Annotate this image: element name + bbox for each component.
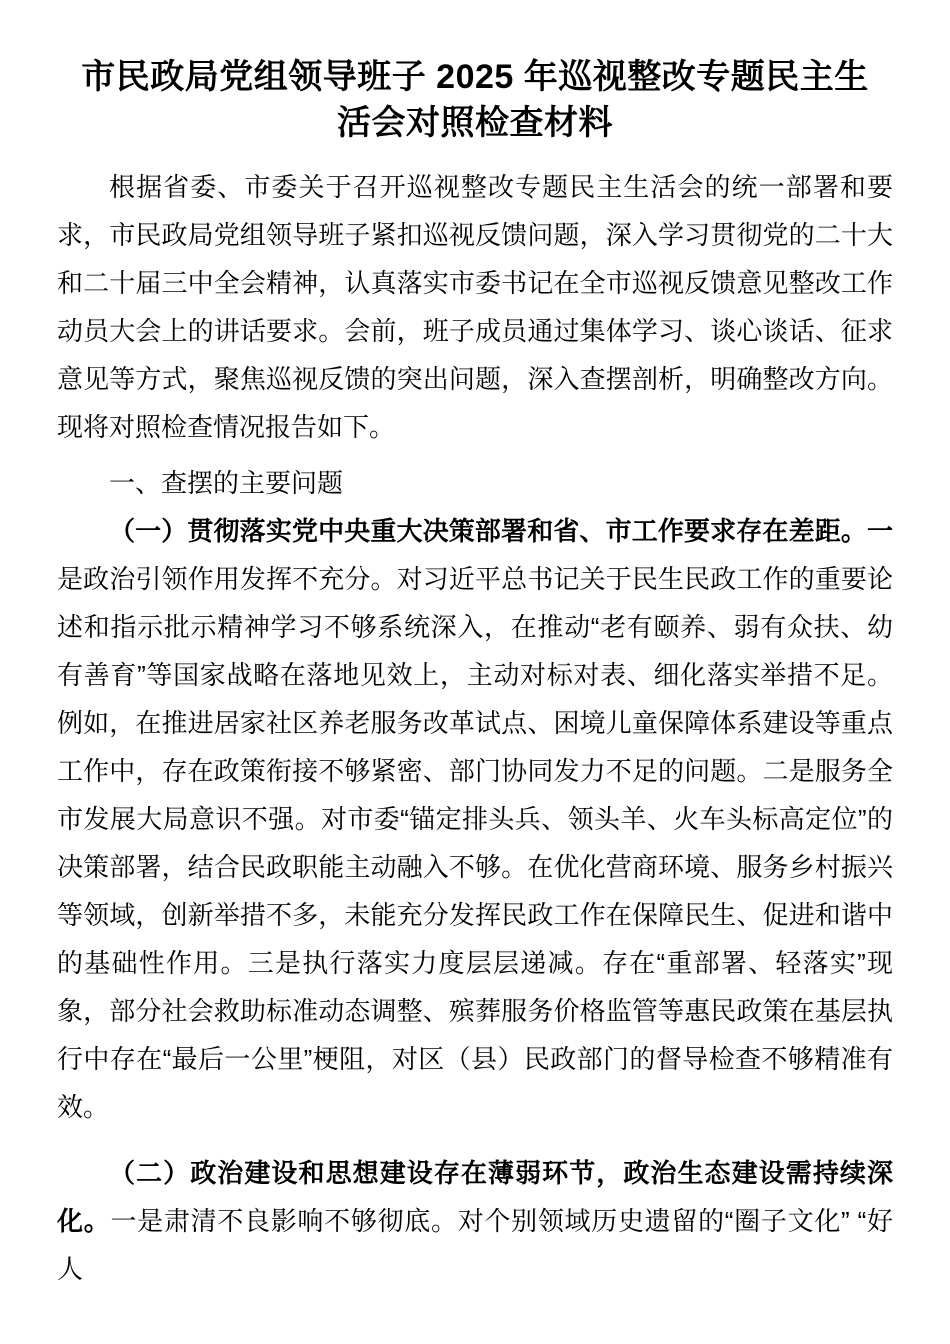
section-1-item-1-body: 是政治引领作用发挥不充分。对习近平总书记关于民生民政工作的重要论述和指示批示精神学习不够系统深入，在推动“老有颐养、弱有众扶、幼有善育”等国家战略在落地见效上，主动对标对表、细化落实举措不足。例如，在推进居家社区养老服务改革试点、困境儿童保障体系建设等重点工作中，存在政策衔接不够紧密、部门协同发力不足的问题。二是服务全市发展大局意识不强。对市委“锚定排头兵、领头羊、火车头标高定位”的决策部署，结合民政职能主动融入不够。在优化营商环境、服务乡村振兴等领域，创新举措不多，未能充分发挥民政工作在保障民生、促进和谐中的基础性作用。三是执行落实力度层层递减。存在“重部署、轻落实”现象，部分社会救助标准动态调整、殡葬服务价格监管等惠民政策在基层执行中存在“最后一公里”梗阻，对区（县）民政部门的督导检查不够精准有效。	[57, 564, 893, 1122]
document-title-line-2: 活会对照检查材料	[337, 104, 613, 142]
document-title	[57, 54, 893, 146]
section-1-item-2-paragraph	[57, 1149, 893, 1293]
section-1-item-2-body: 一是肃清不良影响不够彻底。对个别领域历史遗留的“圈子文化” “好人	[57, 1206, 893, 1284]
section-1-item-1-lead: （一）贯彻落实党中央重大决策部署和省、市工作要求存在差距。一	[109, 516, 893, 546]
section-1-item-1-paragraph	[57, 507, 893, 1131]
section-1-item-2-lead: （二）政治建设和思想建设存在薄弱环节，政治生态建设需持续深化。	[57, 1158, 893, 1236]
intro-paragraph: 根据省委、市委关于召开巡视整改专题民主生活会的统一部署和要求，市民政局党组领导班子紧扣巡视反馈问题，深入学习贯彻党的二十大和二十届三中全会精神，认真落实市委书记在全市巡视反馈意见整改工作动员大会上的讲话要求。会前，班子成员通过集体学习、谈心谈话、征求意见等方式，聚焦巡视反馈的突出问题，深入查摆剖析，明确整改方向。现将对照检查情况报告如下。	[57, 172, 893, 442]
document-title-line-1: 市民政局党组领导班子 2025 年巡视整改专题民主生	[81, 58, 869, 96]
section-1-heading: 一、查摆的主要问题	[109, 468, 344, 498]
